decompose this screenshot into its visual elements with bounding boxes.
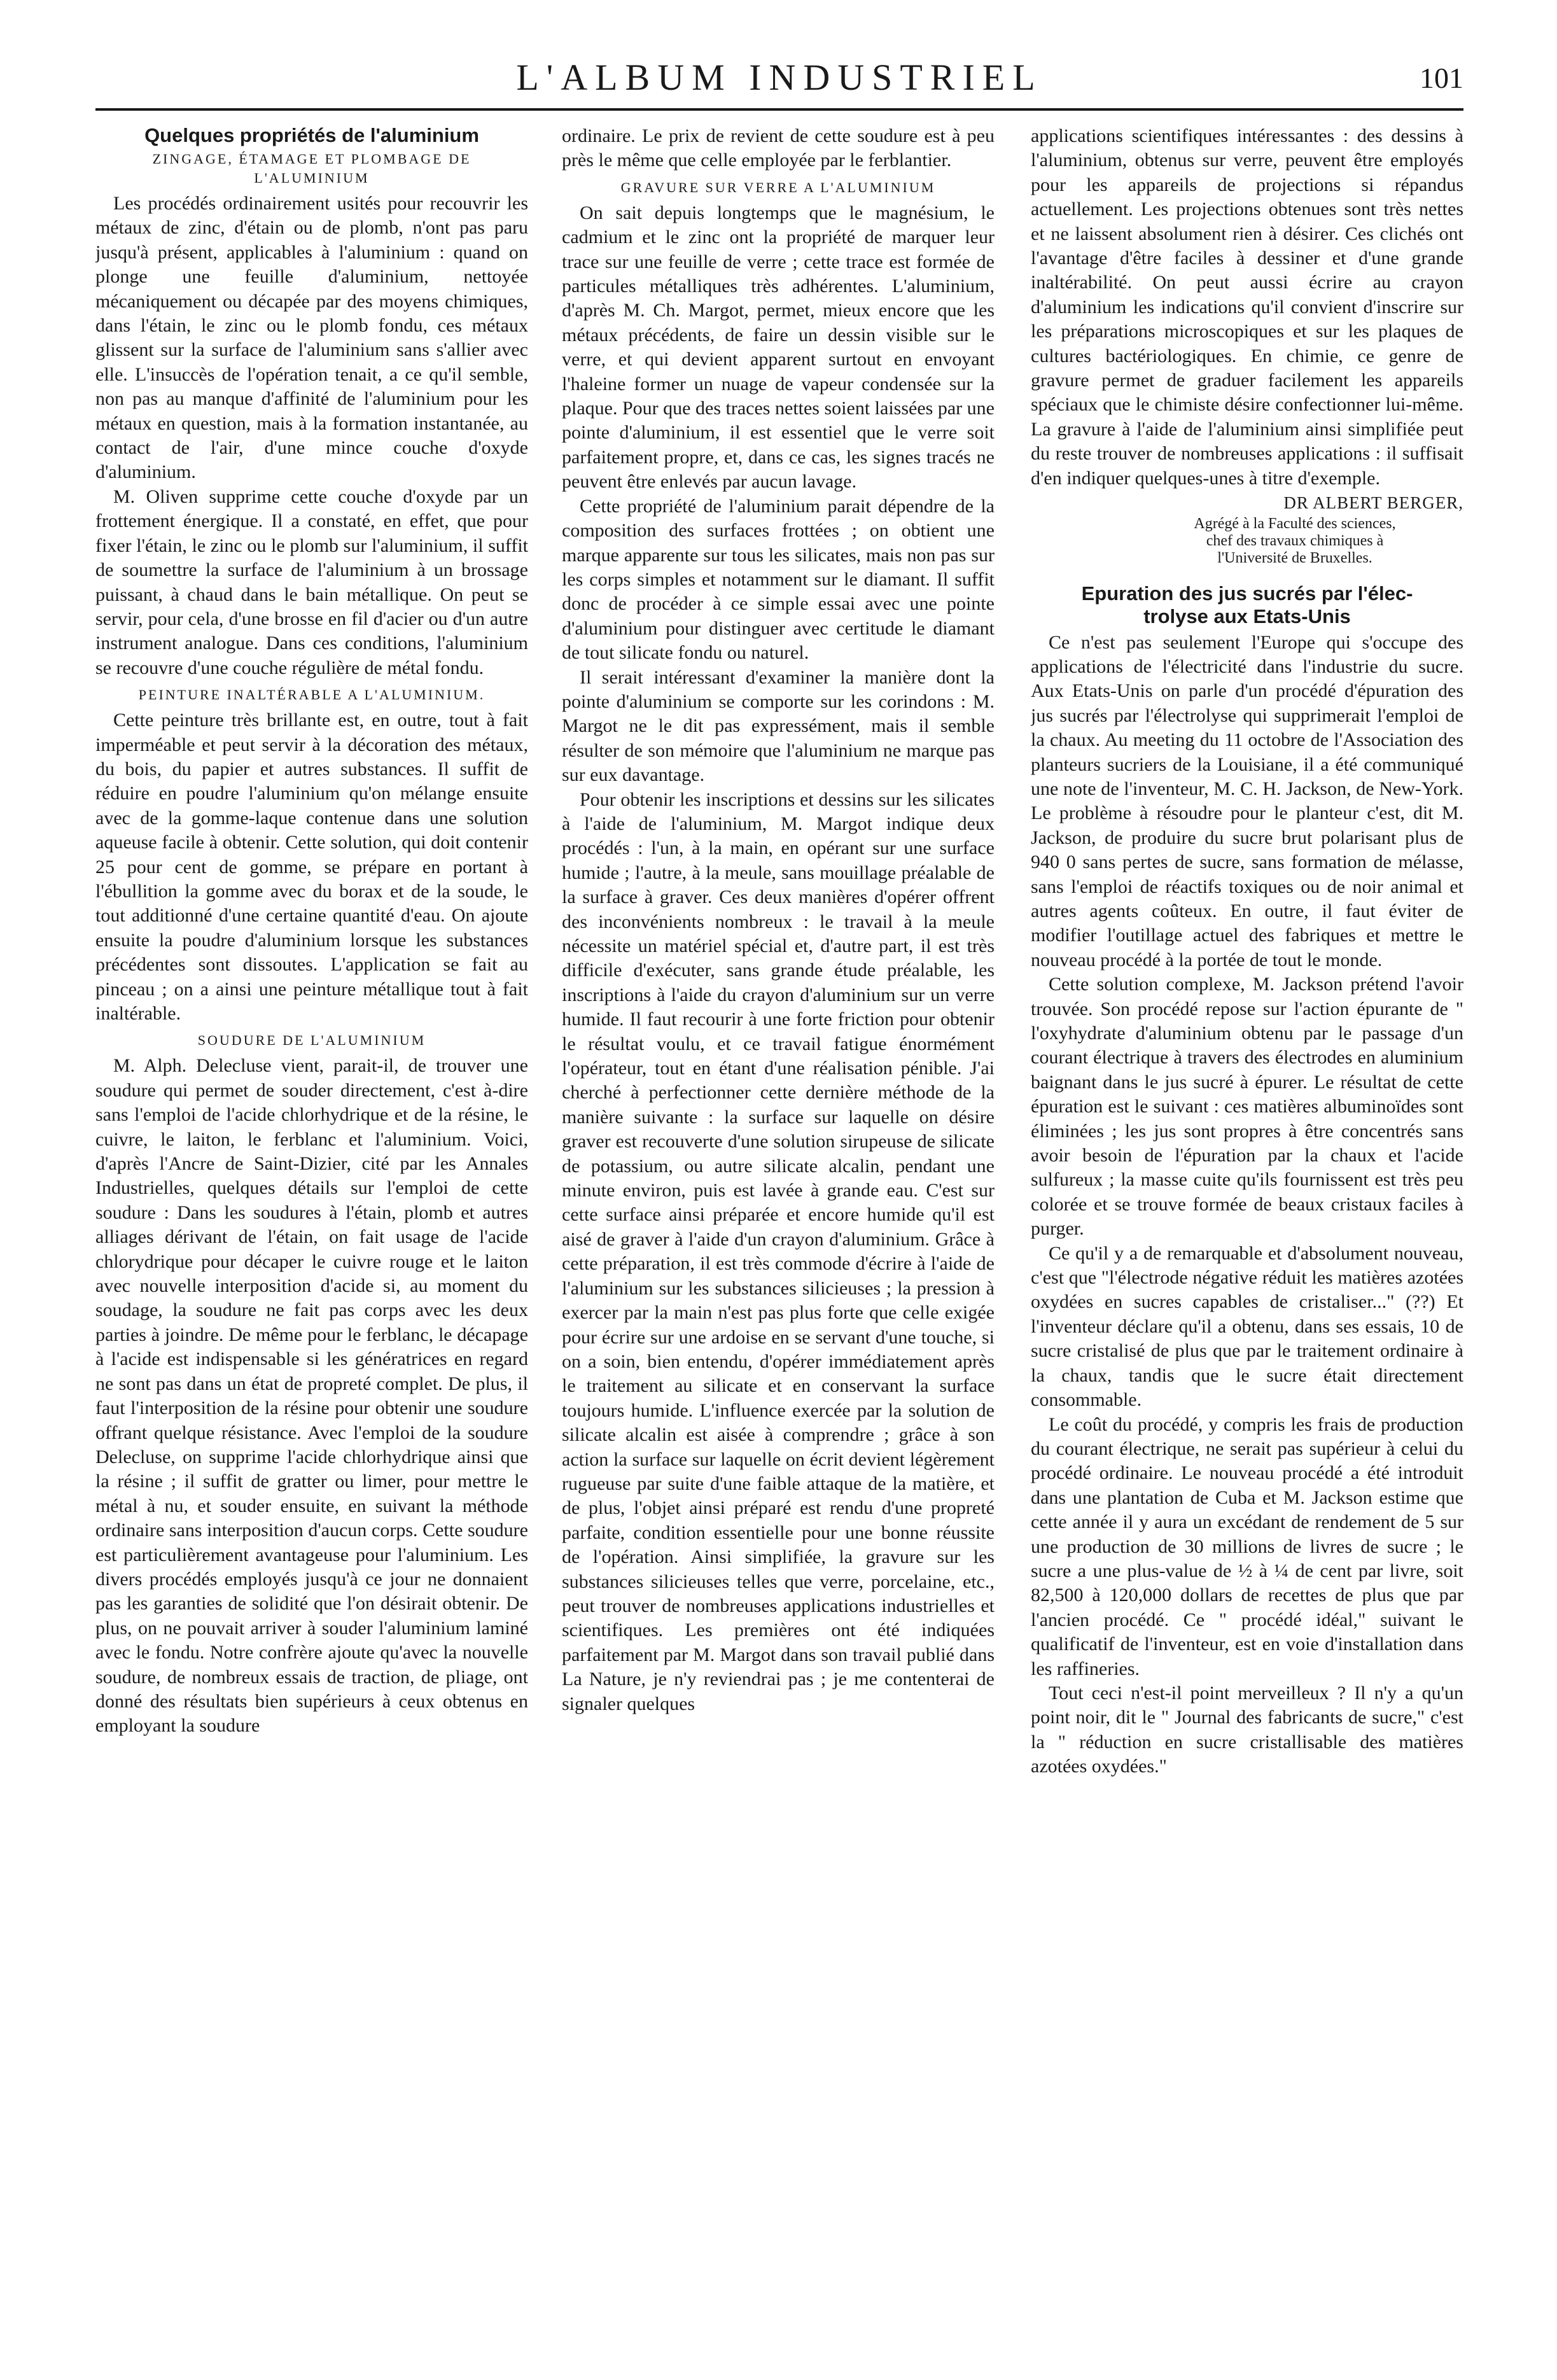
paragraph: Le coût du procédé, y compris les frais de production du courant électrique, ne serait pas supérieur à celui du procédé ordinaire. Le nouveau procédé a été introduit dans une plantation de Cuba et M. Jackson estime que cette année il y aura un excédant de rendement de 5 sur une production de 30 millions de livres de sucre ; le sucre a une plus-value de ½ à ¼ de cent par livre, soit 82,500 à 120,000 dollars de recettes de plus que par l'ancien procédé. Ce " procédé idéal," suivant le qualificatif de l'inventeur, est en voie d'installation dans les raffineries. [1031, 1413, 1463, 1679]
section-title-peinture: PEINTURE INALTÉRABLE A L'ALUMINIUM. [138, 687, 485, 703]
page-number: 101 [1420, 62, 1463, 94]
paragraph: Les procédés ordinairement usités pour recouvrir les métaux de zinc, d'étain ou de plomb, n'ont pas paru jusqu'à présent, applicables à l'aluminium : quand on plonge une feuille d'aluminium, nettoyée mécaniquement ou décapée par des moyens chimiques, dans l'étain, le zinc ou le plomb fondu, ces métaux glissent sur la surface de l'aluminium sans s'allier avec elle. L'insuccès de l'opération tenait, a ce qu'il semble, non pas au manque d'affinité de l'aluminium pour les métaux en question, mais à la formation instantanée, au contact de l'air, d'une mince couche d'oxyde d'aluminium. [95, 193, 528, 483]
paragraph: Ce n'est pas seulement l'Europe qui s'occupe des applications de l'électricité dans l'industrie du sucre. Aux Etats-Unis on parle d'un procédé d'épuration des jus sucrés par l'électrolyse qui supprimerait l'emploi de la chaux. Au meeting du 11 octobre de l'Association des planteurs sucriers de la Louisiane, il a été communiqué une note de l'inventeur, M. C. H. Jackson, de New-York. Le problème à résoudre pour le planteur c'est, dit M. Jackson, de produire du sucre brut polarisant plus de 940 0 sans pertes de sucre, sans formation de mélasse, sans l'emploi de réactifs toxiques ou de noir animal et autres agents coûteux. En outre, il faut éviter de modifier l'outillage actuel des fabriques et mettre le nouveau procédé à la portée de tout le monde. [1031, 631, 1463, 970]
journal-title: L'ALBUM INDUSTRIEL [516, 57, 1043, 98]
author-affiliation-1: Agrégé à la Faculté des sciences, [1194, 515, 1396, 532]
author-affiliation-3: l'Université de Bruxelles. [1217, 549, 1372, 566]
author-signature [1031, 491, 1463, 515]
section-title-zingage-line2: L'ALUMINIUM [254, 170, 370, 186]
article-title-aluminium: Quelques propriétés de l'aluminium [144, 124, 479, 146]
page-header [95, 52, 1463, 103]
header-rule [95, 108, 1463, 111]
column-3 [1031, 124, 1463, 2288]
section-title-zingage [95, 150, 528, 188]
paragraph: ordinaire. Le prix de revient de cette soudure est à peu près le même que celle employée par le ferblantier. [562, 125, 995, 171]
paragraph: Cette solution complexe, M. Jackson prétend l'avoir trouvée. Son procédé repose sur l'action épurante de " l'oxyhydrate d'aluminium obtenu par le passage d'un courant électrique à travers des électrodes en aluminium baignant dans le jus sucré à épurer. Le résultat de cette épuration est le suivant : ces matières albuminoïdes sont éliminées ; les jus sont propres à être concentrés sans avoir besoin de l'épuration par la chaux et l'acide sulfureux ; la masse cuite qu'ils fournissent est très peu colorée et se trouve formée de beaux cristaux faciles à purger. [1031, 974, 1463, 1240]
paragraph: M. Oliven supprime cette couche d'oxyde par un frottement énergique. Il a constaté, en effet, que pour fixer l'étain, le zinc ou le plomb sur l'aluminium, il suffit de soumettre la surface de l'aluminium à un brossage puissant, à chaud dans le bain métallique. On peut se servir, pour cela, d'une brosse en fil d'acier ou d'un autre instrument analogue. Dans ces conditions, l'aluminium se recouvre d'une couche régulière de métal fondu. [95, 486, 528, 678]
paragraph: M. Alph. Delecluse vient, parait-il, de trouver une soudure qui permet de souder directement, c'est à-dire sans l'emploi de l'acide chlorhydrique et de la résine, le cuivre, le laiton, le ferblanc et l'aluminium. Voici, d'après l'Ancre de Saint-Dizier, cité par les Annales Industrielles, quelques détails sur l'emploi de cette soudure : Dans les soudures à l'étain, plomb et autres alliages dérivant de l'étain, on fait usage de l'acide chlorydrique pour décaper le cuivre rouge et le laiton avec nouvelle interposition d'acide si, au moment du soudage, la soudure ne fait pas corps avec les deux parties à joindre. De même pour le ferblanc, le décapage à l'acide est indispensable si les génératrices en regard ne sont pas dans un état de propreté complet. De plus, il faut l'interposition de la résine pour obtenir une soudure offrant quelque résistance. Avec l'emploi de la soudure Delecluse, on supprime l'acide chlorhydrique ainsi que la résine ; il suffit de gratter ou limer, pour mettre le métal à nu, et souder ensuite, en suivant la méthode ordinaire sans interposition d'aucun corps. Cette soudure est particulièrement avantageuse pour l'aluminium. Les divers procédés employés jusqu'à ce jour ne donnaient pas les garanties de solidité que l'on désirait obtenir. De plus, on ne pouvait arriver à souder l'aluminium laminé avec le fondu. Notre confrère ajoute qu'avec la nouvelle soudure, de nombreux essais de traction, de pliage, ont donné des résultats bien supérieurs à ceux obtenus en employant la soudure [95, 1055, 528, 1737]
section-title-gravure: GRAVURE SUR VERRE A L'ALUMINIUM [620, 179, 936, 195]
article-title-epuration-line1: Epuration des jus sucrés par l'élec- [1081, 582, 1413, 605]
paragraph: Pour obtenir les inscriptions et dessins sur les silicates à l'aide de l'aluminium, M. Margot indique deux procédés : l'un, à la main, en opérant sur une surface humide ; l'autre, à la meule, sans mouillage préalable de la surface à graver. Ces deux manières d'opérer offrent des inconvénients nombreux : le travail à la meule nécessite un matériel spécial et, d'autre part, il est très difficile d'exécuter, sans grande étude préalable, les inscriptions à l'aide du crayon d'aluminium sur un verre humide. Il faut recourir à une forte friction pour obtenir le résultat voulu, et ce travail fatigue énormément l'opérateur, tout en étant d'une réalisation pénible. J'ai cherché à perfectionner cette dernière méthode de la manière suivante : la surface sur laquelle on désire graver est recouverte d'une solution sirupeuse de silicate de potassium, ou autre silicate alcalin, pendant une minute environ, puis est lavée à grande eau. C'est sur cette surface ainsi préparée et encore humide qu'il est aisé de graver à l'aide d'un crayon d'aluminium. Grâce à cette préparation, il est très commode d'écrire à l'aide de l'aluminium sur les substances silicieuses ; la pression à exercer par la main n'est pas plus forte que celle exigée pour écrire sur une ardoise en se servant d'une touche, si on a soin, bien entendu, d'opérer immédiatement après le traitement au silicate et en conservant la surface toujours humide. L'influence exercée par la solution de silicate alcalin est aisée à comprendre ; grâce à son action la surface sur laquelle on écrit devient légèrement rugueuse par suite d'une faible attaque de la matière, et de plus, l'objet ainsi préparé est rendu d'une propreté parfaite, condition essentielle pour une bonne réussite de l'opération. Ainsi simplifiée, la gravure sur les substances silicieuses telles que verre, porcelaine, etc., peut trouver de nombreuses applications industrielles et scientifiques. Les premières ont été indiquées parfaitement par M. Margot dans son travail publié dans La Nature, je n'y reviendrai pas ; je me contenterai de signaler quelques [562, 788, 995, 1714]
author-affiliation-2: chef des travaux chimiques à [1206, 532, 1384, 549]
article-title-epuration [1031, 582, 1463, 628]
paragraph: Tout ceci n'est-il point merveilleux ? Il n'y a qu'un point noir, dit le " Journal des fabricants de sucre," c'est la " réduction en sucre cristallisable des matières azotées oxydées." [1031, 1682, 1463, 1777]
section-title-zingage-line1: ZINGAGE, ÉTAMAGE ET PLOMBAGE DE [152, 151, 471, 167]
author-name: DR ALBERT BERGER, [1283, 493, 1463, 513]
paragraph: Il serait intéressant d'examiner la manière dont la pointe d'aluminium se comporte sur les corindons : M. Margot ne le dit pas expressément, mais il semble résulter de son mémoire que l'aluminium ne marque pas sur eux davantage. [562, 666, 995, 786]
paragraph: Ce qu'il y a de remarquable et d'absolument nouveau, c'est que "l'électrode négative réduit les matières azotées oxydées en sucres capables de cristaliser..." (??) Et l'inventeur déclare qu'il a obtenu, dans ses essais, 10 de sucre cristalisé de plus que par le traitement ordinaire à la chaux, tandis que le sucre était directement consommable. [1031, 1242, 1463, 1411]
article-title-epuration-line2: trolyse aux Etats-Unis [1143, 605, 1351, 627]
column-1 [95, 124, 528, 2288]
column-2 [562, 124, 995, 2288]
paragraph: On sait depuis longtemps que le magnésium, le cadmium et le zinc ont la propriété de marquer leur trace sur une feuille de verre ; cette trace est formée de particules métalliques très adhérentes. L'aluminium, d'après M. Ch. Margot, permet, mieux encore que les métaux précédents, de faire un dessin visible sur le verre, et qui devient apparent surtout en envoyant l'haleine former un nuage de vapeur condensée sur la plaque. Pour que des traces nettes soient laissées par une pointe d'aluminium, il est essentiel que le verre soit parfaitement propre, et, dans ce cas, les signes tracés ne peuvent être enlevés par aucun lavage. [562, 202, 995, 493]
paragraph: Cette propriété de l'aluminium parait dépendre de la composition des surfaces frottées ; on obtient une marque apparente sur tous les silicates, mais non pas sur les corps simples et notamment sur le diamant. Il suffit donc de procéder à ce simple essai avec une pointe d'aluminium pour distinguer avec certitude le diamant de tout silicate fondu ou naturel. [562, 495, 995, 664]
section-title-soudure: SOUDURE DE L'ALUMINIUM [197, 1032, 426, 1049]
paragraph: applications scientifiques intéressantes : des dessins à l'aluminium, obtenus sur verre, peuvent être employés pour les appareils de projections si répandus actuellement. Les projections obtenues sont très nettes et ne laissent absolument rien à désirer. Ces clichés ont l'avantage d'être faciles à dessiner et d'une grande inaltérabilité. On peut aussi écrire au crayon d'aluminium les indications qu'il convient d'inscrire sur les préparations microscopiques et sur les plaques de cultures bactériologiques. En chimie, ce genre de gravure permet de graduer facilement les appareils spéciaux que le chimiste désire confectionner lui-même. La gravure à l'aide de l'aluminium ainsi simplifiée peut du reste trouver de nombreuses applications : il suffisait d'en indiquer quelques-unes à titre d'exemple. [1031, 125, 1463, 489]
paragraph: Cette peinture très brillante est, en outre, tout à fait imperméable et peut servir à la décoration des métaux, du bois, du papier et autres substances. Il suffit de réduire en poudre l'aluminium qu'on mélange ensuite avec de la gomme-laque contenue dans une solution aqueuse facile à obtenir. Cette solution, qui doit contenir 25 pour cent de gomme, se prépare en portant à l'ébullition la gomme avec du borax et de la soude, le tout additionné d'une certaine quantité d'eau. On ajoute ensuite la poudre d'aluminium lorsque les substances précédentes sont dissoutes. L'application se fait au pinceau ; on a ainsi une peinture métallique tout à fait inaltérable. [95, 710, 528, 1024]
